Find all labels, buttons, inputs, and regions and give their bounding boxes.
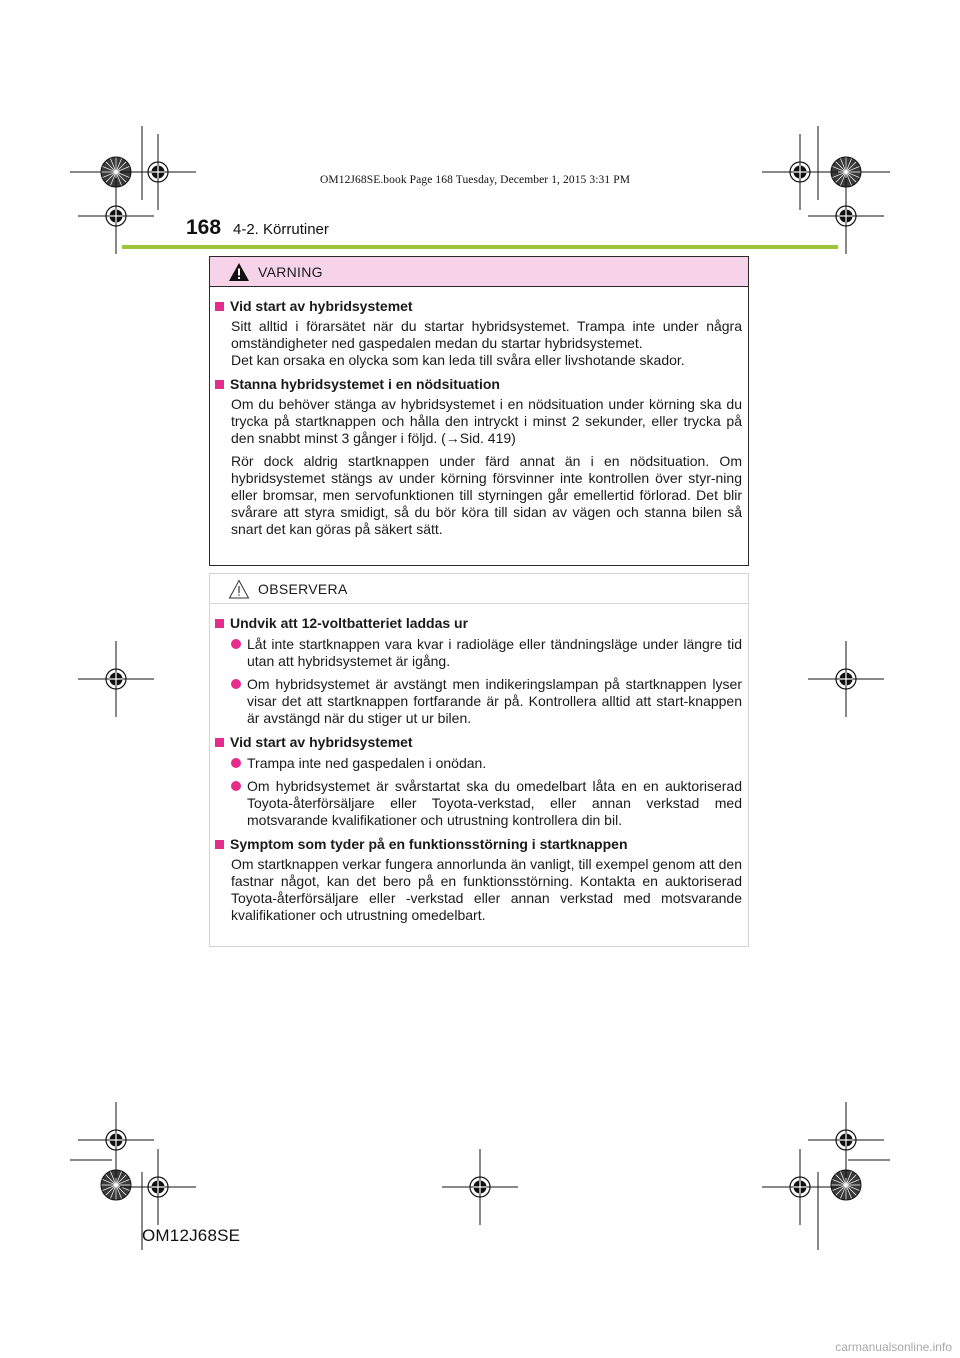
- section-heading-text: Vid start av hybridsystemet: [230, 298, 413, 314]
- registration-crosshair-icon: [808, 641, 884, 717]
- warning-box: [209, 256, 749, 566]
- section-heading: [215, 614, 742, 633]
- content-section: [215, 614, 742, 727]
- warning-title: VARNING: [258, 263, 323, 280]
- list-item: [215, 676, 742, 727]
- content-section: [215, 375, 742, 538]
- watermark: carmanualsonline.info: [835, 1340, 952, 1354]
- section-title: 4-2. Körrutiner: [233, 221, 329, 238]
- notice-body: [210, 604, 748, 924]
- paragraph: Om startknappen verkar fungera annorlunda än vanligt, till exempel genom att den fastnar något, kan det bero på en funktionsstörning. Kontakta en auktoriserad Toyota-återförsäljare eller -verkstad eller annan verkstad med motsvarande kvalifikationer och utrustning omedelbart.: [231, 856, 742, 923]
- content-section: [215, 297, 742, 369]
- section-heading: [215, 733, 742, 752]
- warning-header: [210, 257, 748, 287]
- section-heading: [215, 375, 742, 394]
- registration-crosshair-icon: [762, 1149, 838, 1225]
- warning-body: [210, 287, 748, 538]
- square-bullet-icon: [215, 380, 224, 389]
- paragraph: Rör dock aldrig startknappen under färd annat än i en nödsituation. Om hybridsystemet stängs av under körning försvinner inte kontrollen över styr-ning eller bromsar, men servofunktionen till styrningen går emellertid förlorad. Det blir svårare att styra smidigt, så du bör köra till sidan av vägen och stanna bilen så snart det kan göras på säkert sätt.: [231, 453, 742, 537]
- registration-crosshair-icon: [120, 134, 196, 210]
- registration-crosshair-icon: [808, 178, 884, 254]
- registration-crosshair-icon: [78, 641, 154, 717]
- list-item: [215, 778, 742, 829]
- registration-crosshair-icon: [808, 1102, 884, 1178]
- section-heading: [215, 835, 742, 854]
- round-bullet-icon: [231, 679, 241, 689]
- section-heading-text: Stanna hybridsystemet i en nödsituation: [230, 376, 500, 392]
- list-item-text: Låt inte startknappen vara kvar i radioläge eller tändningsläge under längre tid utan att hybridsystemet är igång.: [247, 636, 742, 669]
- registration-crosshair-icon: [78, 1102, 154, 1178]
- warning-triangle-icon: [228, 262, 250, 282]
- caution-triangle-outline-icon: [228, 579, 250, 599]
- list-item-text: Trampa inte ned gaspedalen i onödan.: [247, 755, 487, 771]
- section-heading-text: Symptom som tyder på en funktionsstörning i startknappen: [230, 836, 628, 852]
- notice-header: [210, 574, 748, 604]
- round-bullet-icon: [231, 639, 241, 649]
- section-heading-text: Vid start av hybridsystemet: [230, 734, 413, 750]
- content-section: [215, 835, 742, 924]
- document-code: OM12J68SE: [142, 1226, 241, 1245]
- square-bullet-icon: [215, 619, 224, 628]
- list-item: [215, 636, 742, 670]
- round-bullet-icon: [231, 758, 241, 768]
- header-rule: [122, 245, 838, 249]
- list-item-text: Om hybridsystemet är svårstartat ska du omedelbart låta en en auktoriserad Toyota-återförsäljare eller Toyota-verkstad, eller annan verkstad med motsvarande kvalifikationer och utrustning kontrollera din bil.: [247, 778, 742, 828]
- list-item: [215, 755, 742, 772]
- registration-crosshair-icon: [78, 178, 154, 254]
- section-heading: [215, 297, 742, 316]
- paragraph: Om du behöver stänga av hybridsystemet i en nödsituation under körning ska du trycka på startknappen och hålla den intryckt i minst 2 sekunder, eller trycka på den snabbt minst 3 gånger i följd. (→Sid. 419): [231, 396, 742, 446]
- content-section: [215, 733, 742, 829]
- round-bullet-icon: [231, 781, 241, 791]
- registration-crosshair-icon: [762, 134, 838, 210]
- registration-crosshair-icon: [442, 1149, 518, 1225]
- square-bullet-icon: [215, 302, 224, 311]
- section-heading-text: Undvik att 12-voltbatteriet laddas ur: [230, 615, 469, 631]
- print-info: OM12J68SE.book Page 168 Tuesday, December 1, 2015 3:31 PM: [320, 174, 631, 186]
- page-number: 168: [186, 216, 222, 239]
- list-item-text: Om hybridsystemet är avstängt men indikeringslampan på startknappen lyser visar det att startknappen fortfarande är på. Kontrollera alltid att start-knappen är avstängd när du stiger ut ur bilen.: [247, 676, 742, 726]
- notice-title: OBSERVERA: [258, 580, 348, 597]
- square-bullet-icon: [215, 840, 224, 849]
- notice-box: [209, 573, 749, 947]
- registration-crosshair-icon: [120, 1149, 196, 1225]
- paragraph: Sitt alltid i förarsätet när du startar hybridsystemet. Trampa inte under några omständigheter ned gaspedalen medan du startar hybridsystemet. Det kan orsaka en olycka som kan leda till svåra eller livshotande skador.: [231, 318, 742, 368]
- square-bullet-icon: [215, 738, 224, 747]
